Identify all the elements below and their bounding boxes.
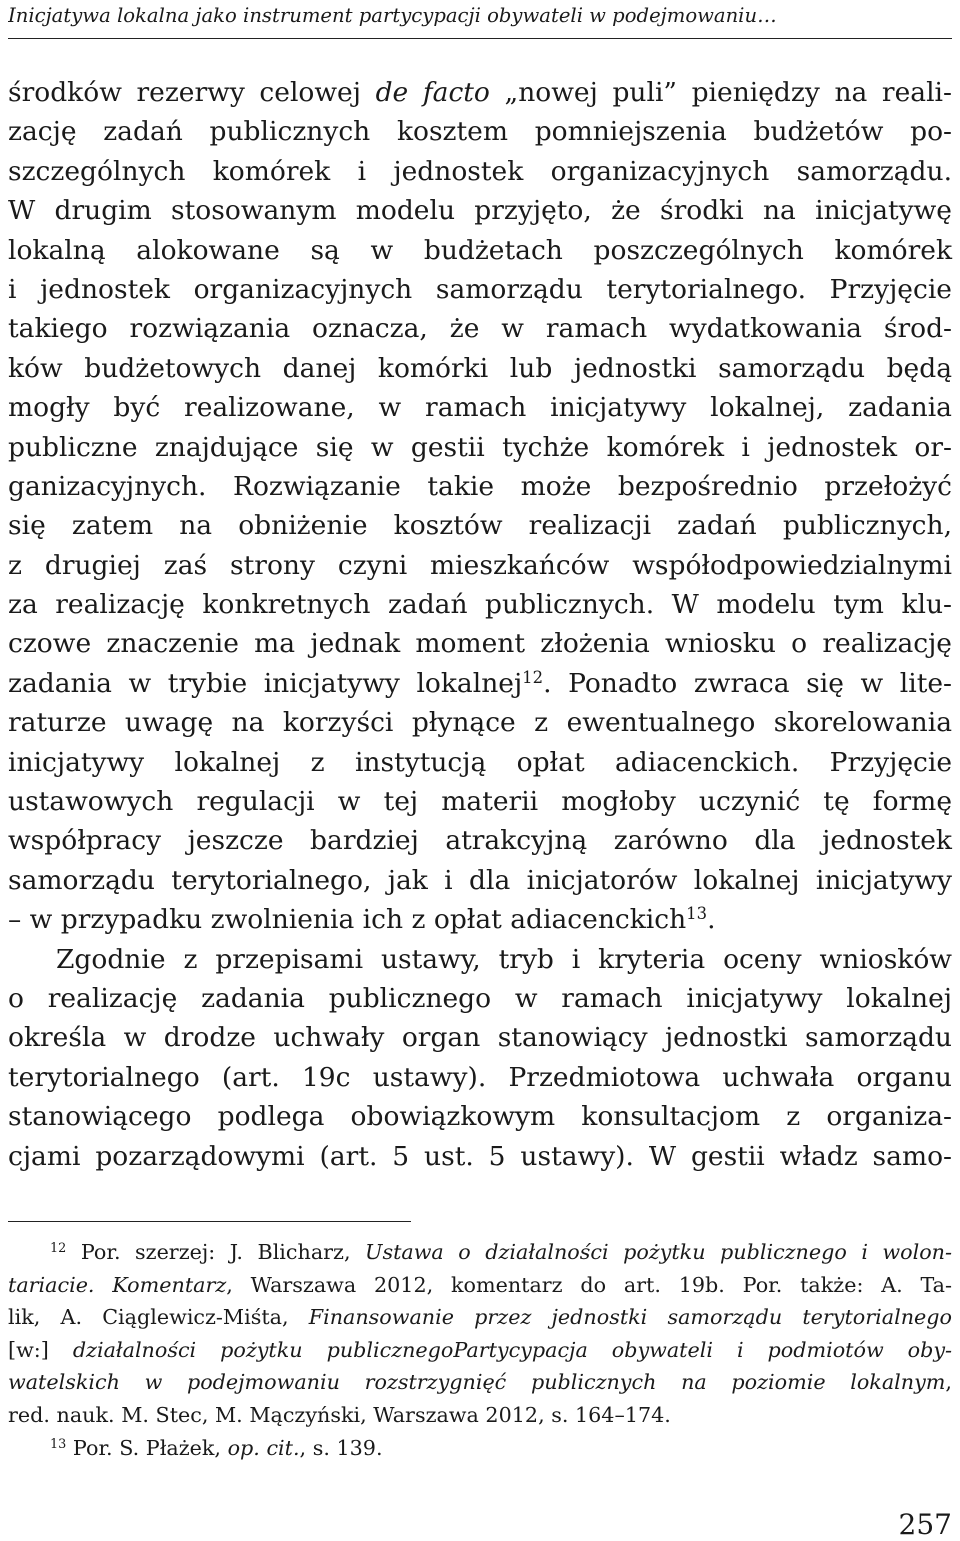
footnote-line (8, 1236, 952, 1269)
footnote-line (8, 1366, 952, 1399)
text-run: zację zadań publicznych kosztem pomniejszenia budżetów po- (8, 116, 952, 148)
footnote-number: 12 (50, 1240, 67, 1256)
text-line (8, 152, 952, 191)
text-run: . Ponadto zwraca się w lite- (543, 667, 952, 699)
text-line (8, 1137, 952, 1176)
text-line (8, 821, 952, 860)
text-run: Por. S. Płażek, (66, 1435, 228, 1460)
text-run: inicjatywy lokalnej z instytucją opłat adiacenckich. Przyjęcie (8, 746, 952, 778)
text-run: z drugiej zaś strony czyni mieszkańców współodpowiedzialnymi (8, 549, 952, 581)
text-run: ganizacyjnych. Rozwiązanie takie może bezpośrednio przełożyć (8, 470, 952, 502)
text-line (8, 782, 952, 821)
text-run: ustawowych regulacji w tej materii mogłoby uczynić tę formę (8, 786, 952, 818)
running-head: Inicjatywa lokalna jako instrument partycypacji obywateli w podejmowaniu… (8, 2, 952, 39)
text-line (8, 309, 952, 348)
italic-run: Finansowanie przez jednostki samorządu terytorialnego (308, 1305, 952, 1330)
text-run: Zgodnie z przepisami ustawy, tryb i kryteria oceny wniosków (56, 943, 952, 975)
text-run: za realizację konkretnych zadań publicznych. W modelu tym klu- (8, 589, 952, 621)
text-run: raturze uwagę na korzyści płynące z ewentualnego skorelowania (8, 707, 952, 739)
italic-run: watelskich w podejmowaniu rozstrzygnięć publicznych na poziomie lokalnym (8, 1370, 946, 1395)
text-run: środków rezerwy celowej (8, 77, 376, 108)
text-line (8, 546, 952, 585)
text-line (8, 900, 952, 939)
text-line (8, 270, 952, 309)
text-run: i jednostek organizacyjnych samorządu terytorialnego. Przyjęcie (8, 273, 952, 305)
text-line (8, 664, 952, 703)
text-line (8, 1018, 952, 1057)
text-run: mogły być realizowane, w ramach inicjatywy lokalnej, zadania (8, 392, 952, 424)
text-line (8, 1058, 952, 1097)
italic-run: Ustawa o działalności pożytku publicznego i wolon- (365, 1240, 952, 1264)
footnote-line (8, 1301, 952, 1334)
text-line (8, 467, 952, 506)
text-run: red. nauk. M. Stec, M. Mączyński, Warszawa 2012, s. 164–174. (8, 1402, 671, 1427)
footnote-ref: 13 (686, 904, 708, 924)
text-line (8, 428, 952, 467)
text-line (8, 388, 952, 427)
italic-run: Partycypacja obywateli i podmiotów oby- (453, 1337, 953, 1362)
footnote-separator (8, 1221, 411, 1222)
italic-run: op. cit. (227, 1435, 300, 1460)
text-run: publiczne znajdujące się w gestii tychże komórek i jednostek or- (8, 431, 952, 463)
text-line (8, 703, 952, 742)
text-run: ków budżetowych danej komórki lub jednostki samorządu będą (8, 352, 952, 384)
text-run: , Warszawa 2012, komentarz do art. 19b. Por. także: A. Ta- (226, 1272, 952, 1297)
text-line (8, 940, 952, 979)
text-line (8, 73, 952, 112)
text-line (8, 231, 952, 270)
text-run: cjami pozarządowymi (art. 5 ust. 5 ustawy). W gestii władz samo- (8, 1140, 952, 1172)
italic-run: działalności pożytku publicznego (72, 1337, 454, 1362)
text-line (8, 112, 952, 151)
text-line (8, 861, 952, 900)
footnote-line (8, 1334, 952, 1367)
text-run: , (945, 1370, 952, 1395)
text-run: o realizację zadania publicznego w ramach inicjatywy lokalnej (8, 982, 952, 1014)
text-run: Por. szerzej: J. Blicharz, (66, 1240, 366, 1264)
text-run: stanowiącego podlega obowiązkowym konsultacjom z organiza- (8, 1101, 952, 1133)
text-line (8, 743, 952, 782)
text-line (8, 191, 952, 230)
page-number: 257 (898, 1508, 952, 1541)
text-run: współpracy jeszcze bardziej atrakcyjną zarówno dla jednostek (8, 825, 952, 857)
text-run: [w:] (8, 1337, 73, 1362)
footnote-line (8, 1269, 952, 1302)
text-run: czowe znaczenie ma jednak moment złożenia wniosku o realizację (8, 628, 952, 660)
text-run: zadania w trybie inicjatywy lokalnej (8, 667, 523, 699)
text-run: lik, A. Ciąglewicz-Miśta, (8, 1305, 309, 1330)
main-text (8, 73, 952, 1176)
text-run: . (707, 904, 716, 936)
text-line (8, 1097, 952, 1136)
text-run: szczególnych komórek i jednostek organizacyjnych samorządu. (8, 155, 952, 187)
italic-run: tariacie. Komentarz (8, 1272, 227, 1297)
text-run: się zatem na obniżenie kosztów realizacji zadań publicznych, (8, 510, 952, 542)
text-line (8, 506, 952, 545)
text-run: , s. 139. (299, 1435, 383, 1460)
text-line (8, 585, 952, 624)
text-run: – w przypadku zwolnienia ich z opłat adiacenckich (8, 904, 687, 936)
text-run: samorządu terytorialnego, jak i dla inicjatorów lokalnej inicjatywy (8, 864, 952, 896)
text-run: takiego rozwiązania oznacza, że w ramach wydatkowania środ- (8, 313, 952, 345)
text-line (8, 349, 952, 388)
text-run: terytorialnego (art. 19c ustawy). Przedmiotowa uchwała organu (8, 1061, 952, 1093)
text-run: „nowej puli” pieniędzy na reali- (489, 77, 952, 108)
text-run: lokalną alokowane są w budżetach poszczególnych komórek (8, 234, 952, 266)
footnote-number: 13 (50, 1436, 67, 1452)
text-line (8, 624, 952, 663)
footnote-line (8, 1399, 952, 1432)
footnote-ref: 12 (522, 667, 544, 687)
italic-run: de facto (375, 77, 490, 108)
text-line (8, 979, 952, 1018)
text-run: W drugim stosowanym modelu przyjęto, że środki na inicjatywę (8, 195, 952, 227)
footnotes (8, 1236, 952, 1464)
text-run: określa w drodze uchwały organ stanowiący jednostki samorządu (8, 1022, 952, 1054)
footnote-line (8, 1432, 952, 1465)
